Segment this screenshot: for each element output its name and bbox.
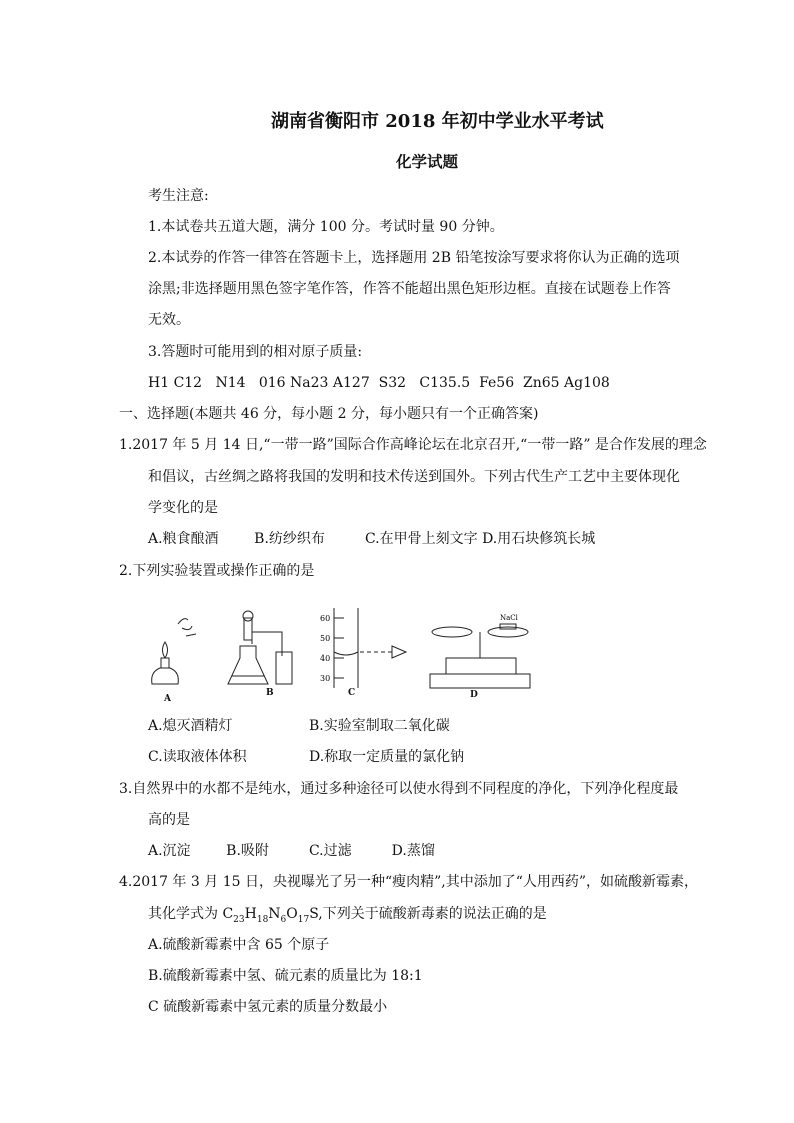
q1-line-1: 1.2017 年 5 月 14 日,“一带一路”国际合作高峰论坛在北京召开,“一带一路” 是合作发展的理念: [119, 437, 707, 453]
section-heading: 一、选择题(本题共 46 分，每小题 2 分，每小题只有一个正确答案): [119, 406, 539, 422]
page-title: 湖南省衡阳市 2018 年初中学业水平考试: [271, 111, 604, 132]
notice-line-2c: 无效。: [148, 312, 190, 328]
q4-line-2-suffix: S,下列关于硫酸新毒素的说法正确的是: [309, 906, 547, 922]
figure-label-b: B: [266, 688, 274, 698]
formula-subscript: 18: [256, 914, 269, 925]
apparatus-illustration: [148, 606, 538, 710]
atomic-masses: H1 C12 N14 016 Na23 A127 S32 C135.5 Fe56 Zn65 Ag108: [148, 375, 610, 391]
q1-line-2: 和倡议，古丝绸之路将我国的发明和技术传送到国外。下列古代生产工艺中主要体现化: [148, 469, 680, 485]
q4-option-a: A.硫酸新霉素中含 65 个原子: [148, 937, 330, 953]
notice-line-2a: 2.本试券的作答一律答在答题卡上，选择题用 2B 铅笔按涂写要求将你认为正确的选项: [148, 250, 680, 266]
chemical-formula: [233, 906, 310, 925]
page-subtitle: 化学试题: [396, 152, 459, 171]
q2-option-c: C.读取液体体积: [148, 749, 247, 765]
figure-label-d: D: [470, 690, 478, 700]
scale-60: 60: [320, 614, 331, 623]
graduated-cylinder-illustration: [334, 608, 406, 688]
scale-50: 50: [320, 634, 331, 643]
balance-illustration: [430, 624, 530, 688]
q3-line-1: 3.自然界中的水都不是纯水，通过多种途径可以使水得到不同程度的净化，下列净化程度最: [119, 781, 679, 797]
formula-element: H: [244, 906, 257, 922]
formula-element: O: [286, 906, 298, 922]
q4-option-b: B.硫酸新霉素中氢、硫元素的质量比为 18:1: [148, 968, 423, 984]
nacl-label: NaCl: [500, 614, 518, 622]
notice-line-2b: 涂黑;非选择题用黑色签字笔作答，作答不能超出黑色矩形边框。直接在试题卷上作答: [148, 281, 671, 297]
notice-line-3: 3.答题时可能用到的相对原子质量:: [148, 344, 363, 360]
formula-subscript: 6: [280, 914, 287, 925]
q1-options: A.粮食酿酒 B.纺纱织布 C.在甲骨上刻文字 D.用石块修筑长城: [148, 531, 596, 547]
q2-stem: 2.下列实验装置或操作正确的是: [119, 563, 315, 579]
q2-option-a: A.熄灭酒精灯: [148, 718, 233, 734]
q3-options: A.沉淀 B.吸附 C.过滤 D.蒸馏: [148, 843, 435, 859]
q2-option-d: D.称取一定质量的氯化钠: [309, 749, 465, 765]
q4-option-c: C 硫酸新霉素中氢元素的质量分数最小: [148, 999, 388, 1015]
q2-figure: [148, 606, 538, 710]
notice-line-1: 1.本试卷共五道大题，满分 100 分。考试时量 90 分钟。: [148, 219, 504, 235]
notice-heading: 考生注意:: [148, 188, 209, 204]
formula-subscript: 23: [233, 914, 245, 925]
scale-40: 40: [320, 654, 331, 663]
formula-element: N: [268, 906, 281, 922]
figure-label-a: A: [164, 694, 171, 704]
q4-line-2: [148, 905, 547, 929]
alcohol-lamp-illustration: [152, 619, 196, 684]
q2-option-b: B.实验室制取二氧化碳: [309, 718, 450, 734]
scale-30: 30: [320, 674, 331, 683]
figure-label-c: C: [348, 688, 356, 698]
q1-line-3: 学变化的是: [148, 500, 218, 516]
q3-line-2: 高的是: [148, 812, 190, 828]
formula-subscript: 17: [297, 914, 310, 925]
flask-illustration: [228, 611, 292, 684]
q4-line-1: 4.2017 年 3 月 15 日，央视曝光了另一种“瘦肉精”,其中添加了“人用西药”，如硫酸新霉素，: [119, 874, 699, 890]
q4-line-2-prefix: 其化学式为 C: [148, 906, 234, 922]
